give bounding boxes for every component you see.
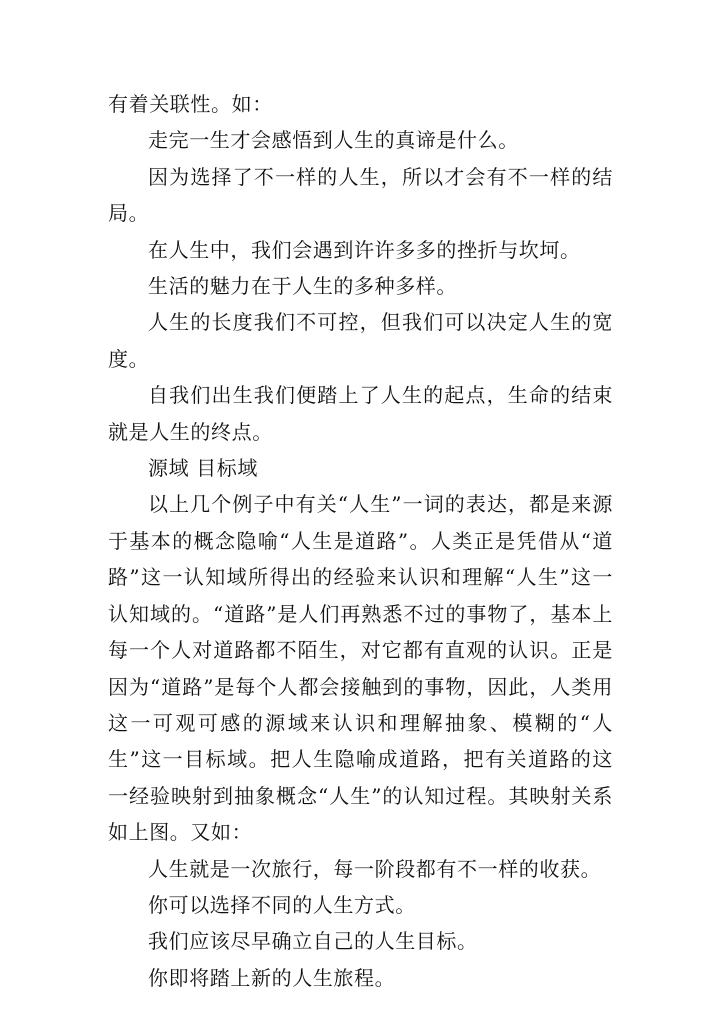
further-example-2: 你可以选择不同的人生方式。 <box>148 892 416 917</box>
target-domain-label: 目标域 <box>196 456 258 481</box>
further-example-1: 人生就是一次旅行，每一阶段都有不一样的收获。 <box>148 856 602 881</box>
example-sentence-4: 生活的魅力在于人生的多种多样。 <box>148 274 457 299</box>
analysis-paragraph: 以上几个例子中有关“人生”一词的表达，都是来源于基本的概念隐喻“人生是道路”。人类正是凭借从“道路”这一认知域所得出的经验来认识和理解“人生”这一认知域的。“道路”是人们再熟悉不过的事物了，基本上每一个人对道路都不陌生，对它都有直观的认识。正是因为“道路”是每个人都会接触到的事物，因此，人类用这一可观可感的源域来认识和理解抽象、模糊的“人生”这一目标域。把人生隐喻成道路，把有关道路的这一经验映射到抽象概念“人生”的认知过程。其映射关系如上图。又如： <box>108 492 613 845</box>
example-sentence-2: 因为选择了不一样的人生，所以才会有不一样的结局。 <box>108 164 613 226</box>
example-sentence-6: 自我们出生我们便踏上了人生的起点，生命的结束就是人生的终点。 <box>108 383 613 444</box>
further-example-3: 我们应该尽早确立自己的人生目标。 <box>148 929 478 954</box>
example-sentence-5: 人生的长度我们不可控，但我们可以决定人生的宽度。 <box>108 310 613 371</box>
body-text <box>108 86 613 996</box>
paragraph-intro: 有着关联性。如： <box>108 92 273 116</box>
domain-terms <box>108 450 613 486</box>
example-sentence-3: 在人生中，我们会遇到许许多多的挫折与坎坷。 <box>148 237 581 262</box>
further-example-4: 你即将踏上新的人生旅程。 <box>148 965 396 990</box>
example-sentence-1: 走完一生才会感悟到人生的真谛是什么。 <box>148 128 519 153</box>
source-domain-label: 源域 <box>148 456 190 481</box>
